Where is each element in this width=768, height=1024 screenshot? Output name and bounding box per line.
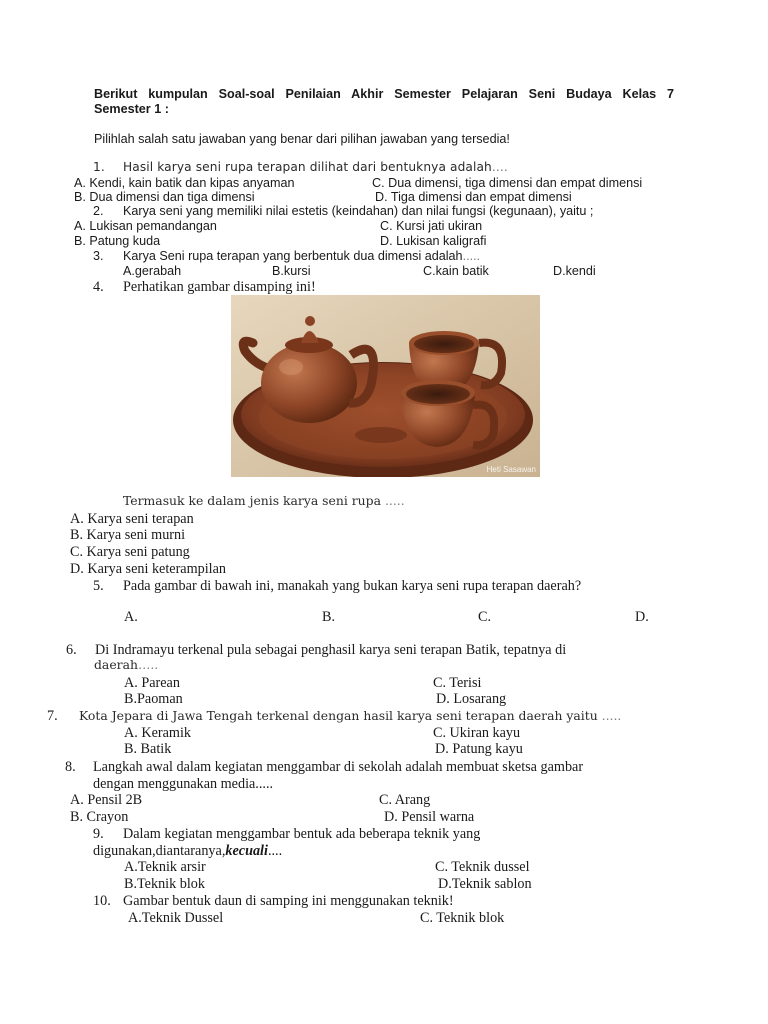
q4-option-b: B. Karya seni murni xyxy=(70,527,186,543)
q9-option-d: D.Teknik sablon xyxy=(438,876,532,892)
q5-option-b: B. xyxy=(322,609,336,625)
q2-option-b: B. Patung kuda xyxy=(74,234,161,248)
q3-option-d: D.kendi xyxy=(553,264,596,278)
q10-question: Gambar bentuk daun di samping ini menggunakan teknik! xyxy=(123,893,454,909)
q4-option-a: A. Karya seni terapan xyxy=(70,511,194,527)
q6-option-b: B.Paoman xyxy=(124,691,183,707)
q7-option-c: C. Ukiran kayu xyxy=(433,725,521,741)
q4-stem: Termasuk ke dalam jenis karya seni rupa ..... xyxy=(123,493,405,508)
q5-option-c: C. xyxy=(478,609,492,625)
q6-number: 6. xyxy=(66,642,77,658)
q3-option-a: A.gerabah xyxy=(123,264,182,278)
q3-option-c: C.kain batik xyxy=(423,264,489,278)
q4-option-d: D. Karya seni keterampilan xyxy=(70,561,227,577)
q1-option-c: C. Dua dimensi, tiga dimensi dan empat dimensi xyxy=(372,176,643,190)
q10-number: 10. xyxy=(93,893,111,909)
q7-option-a: A. Keramik xyxy=(124,725,191,741)
q8-option-d: D. Pensil warna xyxy=(384,809,475,825)
q8-option-a: A. Pensil 2B xyxy=(70,792,143,808)
q10-option-a: A.Teknik Dussel xyxy=(128,910,224,926)
q5-option-a: A. xyxy=(124,609,138,625)
photo-watermark: Heti Sasawan xyxy=(486,465,536,474)
q7-option-d: D. Patung kayu xyxy=(435,741,523,757)
q7-number: 7. xyxy=(47,708,58,724)
q4-question: Perhatikan gambar disamping ini! xyxy=(123,279,316,295)
q2-number: 2. xyxy=(93,204,104,218)
q10-option-c: C. Teknik blok xyxy=(420,910,505,926)
q9-question: Dalam kegiatan menggambar bentuk ada beberapa teknik yang xyxy=(123,826,481,842)
q3-number: 3. xyxy=(93,249,104,263)
q9-option-a: A.Teknik arsir xyxy=(124,859,206,875)
q5-number: 5. xyxy=(93,578,104,594)
q6-question: Di Indramayu terkenal pula sebagai penghasil karya seni terapan Batik, tepatnya di xyxy=(95,642,567,658)
q5-question: Pada gambar di bawah ini, manakah yang bukan karya seni rupa terapan daerah? xyxy=(123,578,582,594)
q2-option-d: D. Lukisan kaligrafi xyxy=(380,234,487,248)
instruction-text: Pilihlah salah satu jawaban yang benar dari pilihan jawaban yang tersedia! xyxy=(94,132,510,146)
q4-option-c: C. Karya seni patung xyxy=(70,544,190,560)
q9-option-b: B.Teknik blok xyxy=(124,876,205,892)
q8-option-b: B. Crayon xyxy=(70,809,129,825)
q8-question: Langkah awal dalam kegiatan menggambar di sekolah adalah membuat sketsa gambar xyxy=(93,759,584,775)
q2-option-a: A. Lukisan pemandangan xyxy=(74,219,217,233)
teapot-set-illustration xyxy=(231,295,540,477)
q9-question-cont: digunakan,diantaranya,kecuali.... xyxy=(93,843,283,859)
q1-number: 1. xyxy=(93,160,105,174)
q3-option-b: B.kursi xyxy=(272,264,311,278)
q6-option-a: A. Parean xyxy=(124,675,180,691)
q1-option-a: A. Kendi, kain batik dan kipas anyaman xyxy=(74,176,295,190)
page-title-line-2: Semester 1 : xyxy=(94,102,169,116)
page-title-line-1: Berikut kumpulan Soal-soal Penilaian Akhir Semester Pelajaran Seni Budaya Kelas 7 xyxy=(94,87,674,101)
q3-question: Karya Seni rupa terapan yang berbentuk dua dimensi adalah..... xyxy=(123,249,481,263)
q5-option-d: D. xyxy=(635,609,649,625)
q6-option-c: C. Terisi xyxy=(433,675,482,691)
teapot-set-photo xyxy=(231,295,540,477)
q9-number: 9. xyxy=(93,826,104,842)
q1-option-d: D. Tiga dimensi dan empat dimensi xyxy=(375,190,572,204)
q8-question-cont: dengan menggunakan media..... xyxy=(93,776,274,792)
q8-number: 8. xyxy=(65,759,76,775)
q4-number: 4. xyxy=(93,279,104,295)
q2-question: Karya seni yang memiliki nilai estetis (keindahan) dan nilai fungsi (kegunaan), yaitu ; xyxy=(123,204,594,218)
q8-option-c: C. Arang xyxy=(379,792,431,808)
q9-option-c: C. Teknik dussel xyxy=(435,859,530,875)
q2-option-c: C. Kursi jati ukiran xyxy=(380,219,483,233)
q6-option-d: D. Losarang xyxy=(436,691,507,707)
q1-option-b: B. Dua dimensi dan tiga dimensi xyxy=(74,190,255,204)
q6-question-cont: daerah….. xyxy=(94,657,159,672)
q7-question: Kota Jepara di Jawa Tengah terkenal dengan hasil karya seni terapan daerah yaitu ..... xyxy=(79,708,622,723)
q1-question: Hasil karya seni rupa terapan dilihat dari bentuknya adalah.... xyxy=(123,160,508,174)
q7-option-b: B. Batik xyxy=(124,741,172,757)
